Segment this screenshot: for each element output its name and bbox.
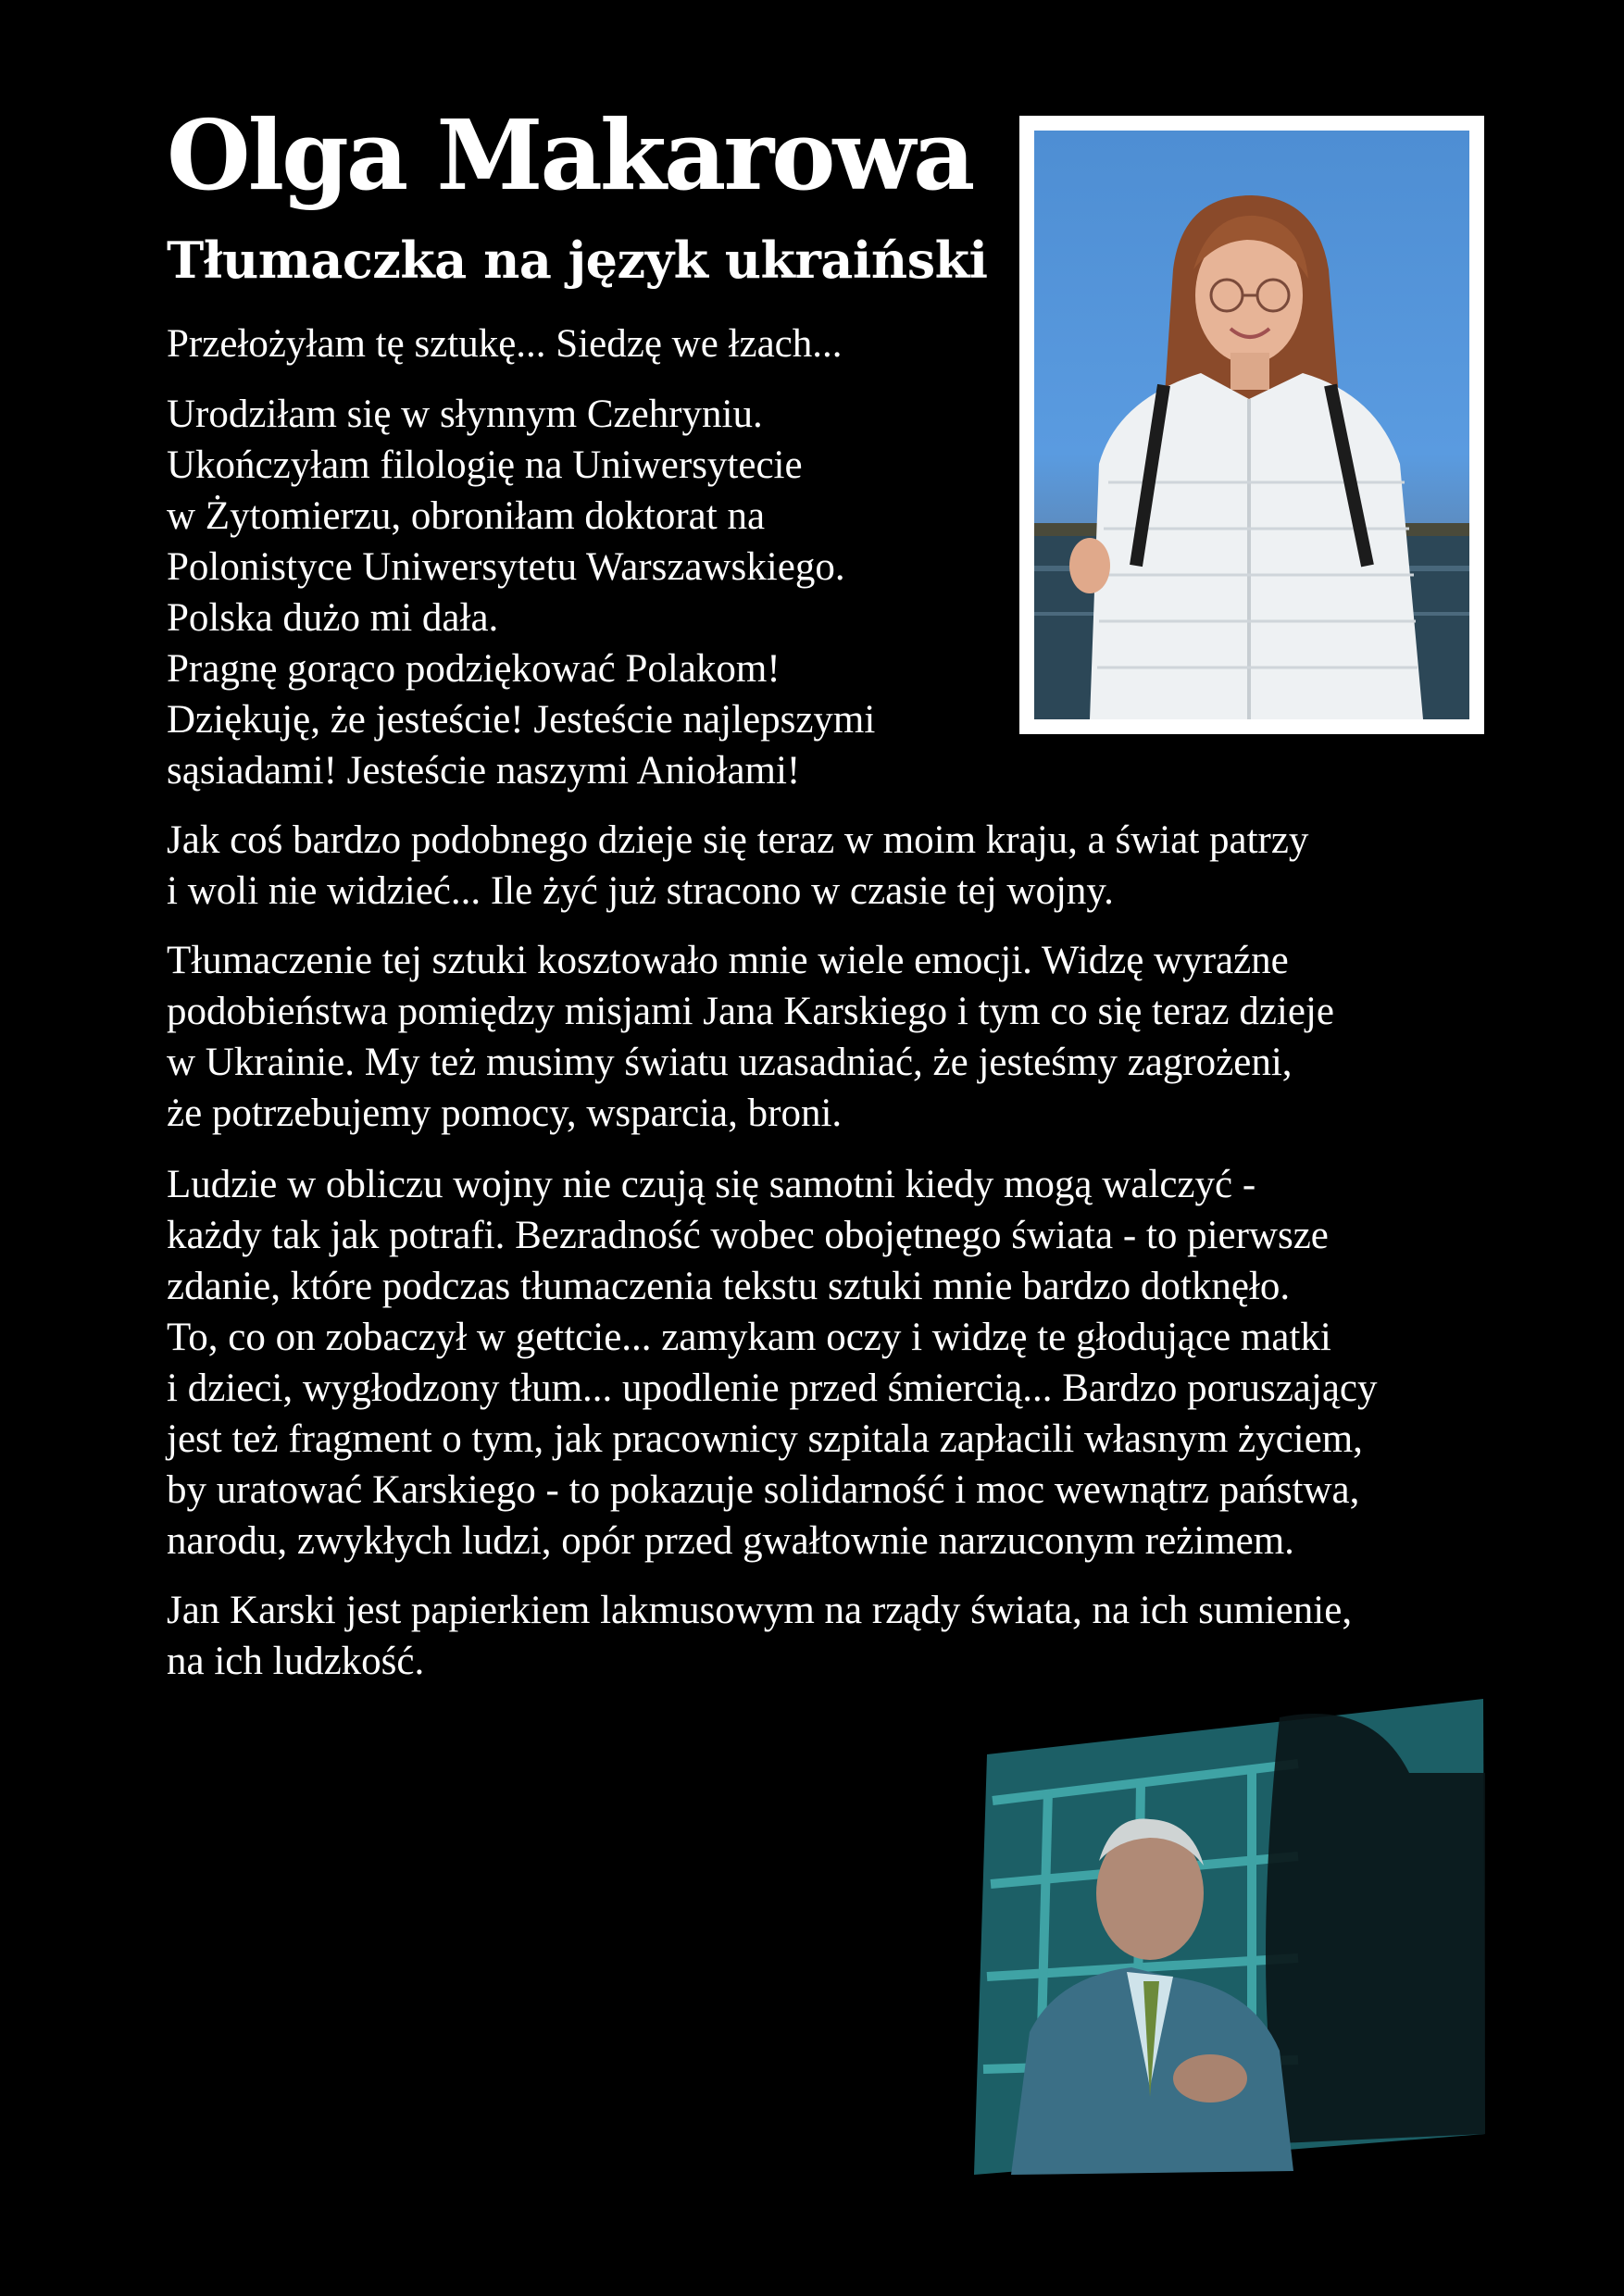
paragraph-line: na ich ludzkość. <box>167 1640 425 1683</box>
paragraph-translation <box>167 935 1334 1139</box>
bio-line: Polonistyce Uniwersytetu Warszawskiego. <box>167 545 845 589</box>
film-still-illustration <box>974 1699 1485 2175</box>
paragraph-line: zdanie, które podczas tłumaczenia tekstu sztuki mnie bardzo dotknęło. <box>167 1265 1291 1308</box>
bio-line: Polska dużo mi dała. <box>167 596 499 640</box>
paragraph-line: To, co on zobaczył w gettcie... zamykam oczy i widzę te głodujące matki <box>167 1316 1331 1359</box>
bio-line: Ukończyłam filologię na Uniwersytecie <box>167 443 803 487</box>
paragraph-line: Jak coś bardzo podobnego dzieje się teraz w moim kraju, a świat patrzy <box>167 818 1309 862</box>
paragraph-line: że potrzebujemy pomocy, wsparcia, broni. <box>167 1092 843 1135</box>
paragraph-line: i woli nie widzieć... Ile żyć już stracono w czasie tej wojny. <box>167 869 1114 913</box>
paragraph-country <box>167 815 1308 917</box>
person-name: Olga Makarowa <box>167 98 973 212</box>
paragraph-line: Jan Karski jest papierkiem lakmusowym na rządy świata, na ich sumienie, <box>167 1589 1353 1632</box>
paragraph-karski <box>167 1585 1352 1687</box>
portrait-frame <box>1019 116 1484 734</box>
paragraph-line: każdy tak jak potrafi. Bezradność wobec obojętnego świata - to pierwsze <box>167 1214 1329 1257</box>
bio-paragraph <box>167 389 875 796</box>
intro-text: Przełożyłam tę sztukę... Siedzę we łzach... <box>167 322 843 366</box>
bio-line: Pragnę gorąco podziękować Polakom! <box>167 647 781 691</box>
bio-line: w Żytomierzu, obroniłam doktorat na <box>167 494 766 538</box>
paragraph-line: w Ukrainie. My też musimy światu uzasadniać, że jesteśmy zagrożeni, <box>167 1041 1293 1084</box>
bio-line: Urodziłam się w słynnym Czehryniu. <box>167 393 763 436</box>
paragraph-line: by uratować Karskiego - to pokazuje solidarność i moc wewnątrz państwa, <box>167 1468 1360 1512</box>
paragraph-line: Tłumaczenie tej sztuki kosztowało mnie wiele emocji. Widzę wyraźne <box>167 939 1289 982</box>
paragraph-line: i dzieci, wygłodzony tłum... upodlenie przed śmiercią... Bardzo poruszający <box>167 1366 1378 1410</box>
person-role: Tłumaczka na język ukraiński <box>167 231 988 290</box>
portrait-illustration <box>1034 131 1469 719</box>
bio-line: Dziękuję, że jesteście! Jesteście najlepszymi <box>167 698 876 742</box>
paragraph-line: Ludzie w obliczu wojny nie czują się samotni kiedy mogą walczyć - <box>167 1163 1256 1206</box>
bio-line: sąsiadami! Jesteście naszymi Aniołami! <box>167 749 801 792</box>
portrait-photo <box>1034 131 1469 719</box>
paragraph-line: narodu, zwykłych ludzi, opór przed gwałtownie narzuconym reżimem. <box>167 1519 1294 1563</box>
paragraph-line: podobieństwa pomiędzy misjami Jana Karskiego i tym co się teraz dzieje <box>167 990 1334 1033</box>
paragraph-line: jest też fragment o tym, jak pracownicy szpitala zapłacili własnym życiem, <box>167 1417 1363 1461</box>
paragraph-war <box>167 1159 1378 1566</box>
film-still-photo <box>974 1699 1485 2175</box>
